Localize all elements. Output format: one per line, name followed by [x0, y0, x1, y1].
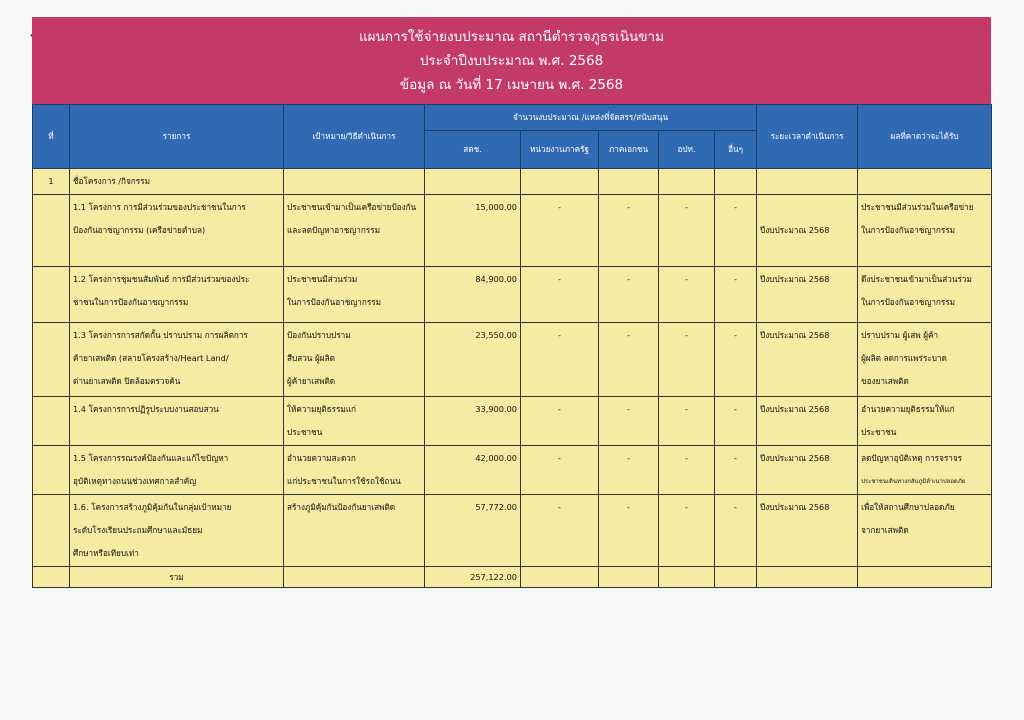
project-result-line: ในการป้องกันอาชญากรรม	[861, 225, 956, 235]
project-period-line	[760, 470, 854, 493]
project-period-line	[760, 421, 854, 444]
amount-private: -	[599, 495, 659, 567]
project-result-line: ของยาเสพติด	[861, 376, 909, 386]
total-amount: 257,122.00	[425, 567, 521, 588]
section-no: 1	[33, 169, 70, 195]
project-period-line: ปีงบประมาณ 2568	[760, 330, 830, 340]
project-name-line: 1.3 โครงการการสกัดกั้น ปราบปราม การผลิตการ	[73, 330, 248, 340]
header-fiscal-year: ประจำปีงบประมาณ พ.ศ. 2568	[419, 53, 604, 69]
amount-private: -	[599, 195, 659, 267]
project-name-line: ระดับโรงเรียนประถมศึกษาและมัธยม	[73, 525, 203, 535]
project-target-line: ในการป้องกันอาชญากรรม	[287, 297, 382, 307]
project-result	[858, 446, 992, 495]
col-header-target: เป้าหมาย/วิธีดำเนินการ	[284, 105, 425, 169]
table-row	[33, 323, 992, 397]
project-period-line	[760, 542, 854, 565]
project-name-line: 1.5 โครงการรณรงค์ป้องกันและแก้ไขปัญหา	[73, 453, 229, 463]
project-name-line: ป้องกันอาชญากรรม (เครือข่ายตำบล)	[73, 225, 206, 235]
header-data-date: ข้อมูล ณ วันที่ 17 เมษายน พ.ศ. 2568	[399, 77, 624, 93]
col-header-period: ระยะเวลาดำเนินการ	[757, 105, 858, 169]
project-result-line	[861, 242, 988, 265]
amount-gov: -	[521, 495, 599, 567]
amount-gov: -	[521, 267, 599, 323]
project-name	[70, 397, 284, 446]
project-period-line: ปีงบประมาณ 2568	[760, 225, 830, 235]
project-target	[284, 323, 425, 397]
project-target-line	[287, 242, 421, 265]
project-result-line: เพื่อให้สถานศึกษาปลอดภัย	[861, 502, 955, 512]
amount-gov: -	[521, 195, 599, 267]
project-period-line	[760, 370, 854, 393]
project-target-line	[287, 542, 421, 565]
project-period-line	[760, 242, 854, 265]
amount-gov: -	[521, 323, 599, 397]
col-header-source-local: อปท.	[659, 131, 715, 169]
project-target	[284, 195, 425, 267]
project-target	[284, 495, 425, 567]
col-header-budget-group: จำนวนงบประมาณ /แหล่งที่จัดสรร/สนับสนุน	[425, 105, 757, 131]
project-result-line: ในการป้องกันอาชญากรรม	[861, 297, 956, 307]
project-period-line: ปีงบประมาณ 2568	[760, 502, 830, 512]
amount-gov: -	[521, 397, 599, 446]
table-row	[33, 195, 992, 267]
project-name-line: 1.2 โครงการชุมชนสัมพันธ์ การมีส่วนร่วมของประ	[73, 274, 250, 284]
amount-local: -	[659, 323, 715, 397]
project-period-line: ปีงบประมาณ 2568	[760, 404, 830, 414]
row-no	[33, 446, 70, 495]
table-row	[33, 397, 992, 446]
project-period-line	[760, 519, 854, 542]
project-result	[858, 267, 992, 323]
amount-other: -	[715, 267, 757, 323]
amount-gov: -	[521, 446, 599, 495]
section-title: ชื่อโครงการ /กิจกรรม	[70, 169, 284, 195]
project-target-line: ประชาชนมีส่วนร่วม	[287, 274, 358, 284]
project-name-line	[73, 242, 280, 265]
row-no	[33, 195, 70, 267]
amount-other: -	[715, 495, 757, 567]
project-result-line: ผู้ผลิต ลดการแพร่ระบาด	[861, 353, 947, 363]
col-header-source-private: ภาคเอกชน	[599, 131, 659, 169]
project-name	[70, 323, 284, 397]
project-target-line: สร้างภูมิคุ้มกันป้องกันยาเสพติด	[287, 502, 396, 512]
project-name	[70, 446, 284, 495]
project-period-line	[760, 196, 854, 219]
project-result	[858, 397, 992, 446]
project-name-line: ด่านยาเสพติด ปิดล้อมตรวจค้น	[73, 376, 181, 386]
project-target-line: ให้ความยุติธรรมแก่	[287, 404, 357, 414]
budget-table-body	[33, 169, 992, 567]
table-row	[33, 446, 992, 495]
col-header-result: ผลที่คาดว่าจะได้รับ	[858, 105, 992, 169]
project-period-line: ปีงบประมาณ 2568	[760, 453, 830, 463]
project-name	[70, 267, 284, 323]
amount-police: 57,772.00	[425, 495, 521, 567]
project-result-line: ประชาชน	[861, 427, 897, 437]
project-target	[284, 397, 425, 446]
project-target	[284, 267, 425, 323]
project-name-line: 1.1 โครงการ การมีส่วนร่วมของประชาชนในการ	[73, 202, 246, 212]
budget-table	[32, 104, 992, 588]
col-header-source-gov: หน่วยงานภาครัฐ	[521, 131, 599, 169]
project-period-line: ปีงบประมาณ 2568	[760, 274, 830, 284]
row-no	[33, 323, 70, 397]
project-period	[757, 267, 858, 323]
amount-other: -	[715, 397, 757, 446]
project-target-line: สืบสวน ผู้ผลิต	[287, 353, 335, 363]
col-header-item: รายการ	[70, 105, 284, 169]
table-row	[33, 267, 992, 323]
project-target	[284, 446, 425, 495]
project-result	[858, 495, 992, 567]
table-row	[33, 495, 992, 567]
project-target-line: แก่ประชาชนในการใช้รถใช้ถนน	[287, 476, 401, 486]
project-name-line: 1.6. โครงการสร้างภูมิคุ้มกันในกลุ่มเป้าหมาย	[73, 502, 232, 512]
project-result	[858, 323, 992, 397]
project-name	[70, 195, 284, 267]
project-name-line	[73, 421, 280, 444]
amount-local: -	[659, 195, 715, 267]
amount-other: -	[715, 323, 757, 397]
amount-private: -	[599, 446, 659, 495]
col-header-no: ที่	[33, 105, 70, 169]
project-result	[858, 195, 992, 267]
project-target-line: และลดปัญหาอาชญากรรม	[287, 225, 380, 235]
amount-private: -	[599, 323, 659, 397]
total-label: รวม	[70, 567, 284, 588]
amount-local: -	[659, 267, 715, 323]
row-no	[33, 267, 70, 323]
project-result-line: ประชาชนมีส่วนร่วมในเครือข่าย	[861, 202, 974, 212]
project-name-line: อุบัติเหตุทางถนนช่วงเทศกาลสำคัญ	[73, 476, 197, 486]
project-period-line	[760, 291, 854, 314]
project-name-line: ศึกษาหรือเทียบเท่า	[73, 548, 139, 558]
amount-police: 84,900.00	[425, 267, 521, 323]
amount-private: -	[599, 267, 659, 323]
amount-local: -	[659, 397, 715, 446]
project-result-line: จากยาเสพติด	[861, 525, 909, 535]
project-period	[757, 446, 858, 495]
amount-police: 15,000.00	[425, 195, 521, 267]
total-row	[33, 567, 992, 588]
project-target-line: ป้องกันปราบปราม	[287, 330, 351, 340]
project-target-line: ประชาชน	[287, 427, 323, 437]
amount-police: 23,550.00	[425, 323, 521, 397]
amount-other: -	[715, 195, 757, 267]
col-header-source-other: อื่นๆ	[715, 131, 757, 169]
amount-private: -	[599, 397, 659, 446]
amount-local: -	[659, 446, 715, 495]
row-no	[33, 397, 70, 446]
project-target-line	[287, 519, 421, 542]
header-title: แผนการใช้จ่ายงบประมาณ สถานีตำรวจภูธรเนินขาม	[358, 29, 664, 45]
section-row	[33, 169, 992, 195]
amount-other: -	[715, 446, 757, 495]
project-result-line: ลดปัญหาอุบัติเหตุ การจราจร	[861, 453, 963, 463]
project-name-line: 1.4 โครงการการปฏิรูประบบงานสอบสวน	[73, 404, 219, 414]
document-header	[32, 17, 991, 105]
amount-local: -	[659, 495, 715, 567]
project-target-line: ประชาชนเข้ามาเป็นเครือข่ายป้องกัน	[287, 202, 417, 212]
project-result-line: อำนวยความยุติธรรมให้แก่	[861, 404, 955, 414]
project-result-line	[861, 542, 988, 565]
project-period	[757, 397, 858, 446]
project-result-line: ดึงประชาชนเข้ามาเป็นส่วนร่วม	[861, 274, 972, 284]
amount-police: 42,000.00	[425, 446, 521, 495]
project-name-line: ค้ายาเสพติด (สลายโครงสร้าง/Heart Land/	[73, 353, 229, 363]
col-header-source-police: สตช.	[425, 131, 521, 169]
project-period-line	[760, 347, 854, 370]
project-name-line: ชาชนในการป้องกันอาชญากรรม	[73, 297, 189, 307]
project-result-line: ประชาชนเดินทางกลับภูมิลำเนาปลอดภัย	[861, 478, 966, 485]
project-period	[757, 495, 858, 567]
project-target-line: ผู้ค้ายาเสพติด	[287, 376, 336, 386]
project-period	[757, 323, 858, 397]
project-period	[757, 195, 858, 267]
project-result-line: ปราบปราม ผู้เสพ ผู้ค้า	[861, 330, 939, 340]
project-target-line: อำนวยความสะดวก	[287, 453, 356, 463]
amount-police: 33,900.00	[425, 397, 521, 446]
row-no	[33, 495, 70, 567]
project-name	[70, 495, 284, 567]
